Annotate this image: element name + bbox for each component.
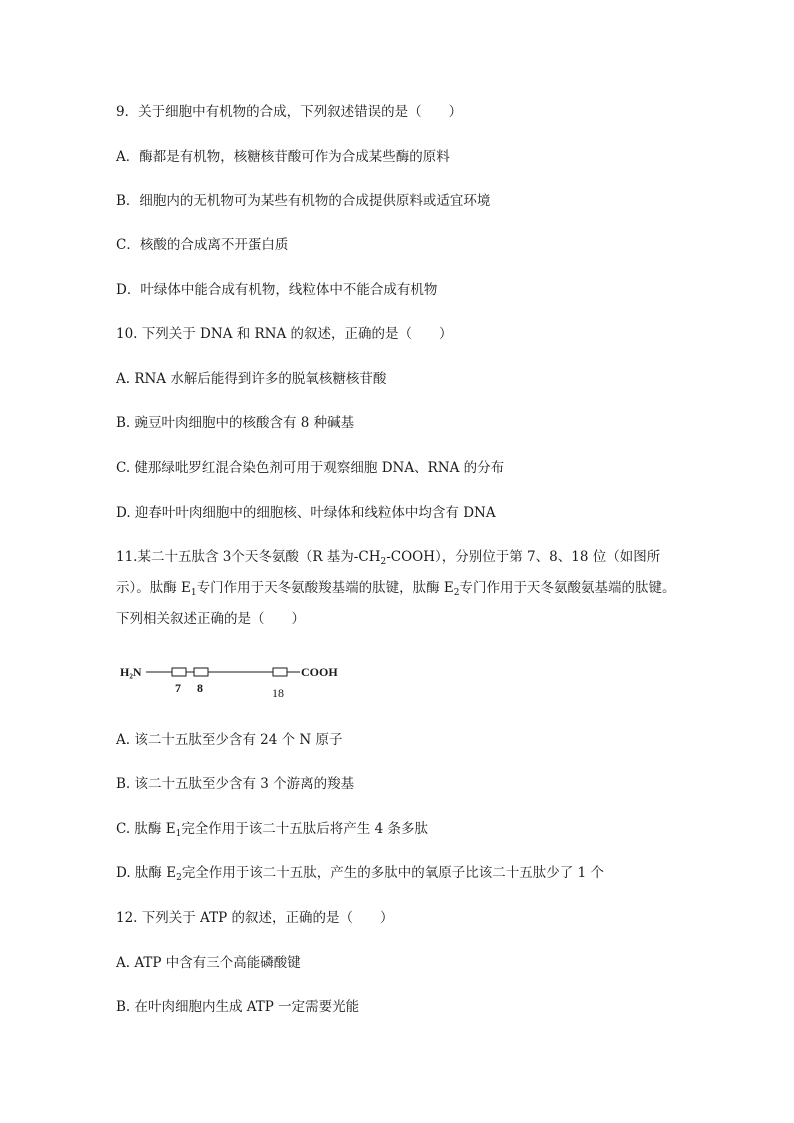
- q11-stem-part2: -COOH），分别位于第 7、8、18 位（如图所示）。肽酶 E: [116, 549, 661, 596]
- q11-option-c-part1: C. 肽酶 E: [116, 821, 176, 837]
- q11-stem: [116, 542, 686, 635]
- q11-option-c-part2: 完全作用于该二十五肽后将产生 4 条多肽: [181, 821, 428, 837]
- q11-stem-sub1: 2: [380, 557, 387, 567]
- q12-option-a: A. ATP 中含有三个高能磷酸键: [116, 955, 301, 971]
- q11-stem-sub2: 1: [190, 588, 197, 598]
- q9-option-d: D．叶绿体中能合成有机物，线粒体中不能合成有机物: [116, 282, 438, 298]
- q11-stem-part1: 11.某二十五肽含 3个天冬氨酸（R 基为-CH: [116, 549, 381, 565]
- q9-stem: 9．关于细胞中有机物的合成，下列叙述错误的是（ ）: [116, 104, 463, 120]
- q9-option-b: B．细胞内的无机物可为某些有机物的合成提供原料或适宜环境: [116, 193, 491, 209]
- q12-option-b: B. 在叶肉细胞内生成 ATP 一定需要光能: [116, 999, 360, 1015]
- q11-option-d-sub: 2: [176, 873, 182, 883]
- q11-option-d: [116, 863, 604, 883]
- q11-stem-part4: 专门作用于天冬氨酸氨基端的肽键。下列相关叙述正确的是（ ）: [116, 580, 676, 627]
- residue-8: [194, 668, 208, 676]
- q12-stem: 12. 下列关于 ATP 的叙述，正确的是（ ）: [116, 910, 394, 926]
- residue-7: [172, 668, 186, 676]
- diagram-c-terminus: COOH: [301, 665, 338, 679]
- q11-stem-sub3: 2: [453, 588, 460, 598]
- q11-stem-part3: 专门作用于天冬氨酸羧基端的肽键，肽酶 E: [196, 580, 454, 596]
- q11-option-d-part1: D. 肽酶 E: [116, 865, 177, 881]
- q11-option-a: A. 该二十五肽至少含有 24 个 N 原子: [116, 732, 343, 748]
- q9-option-a: A．酶都是有机物，核糖核苷酸可作为合成某些酶的原料: [116, 149, 450, 165]
- diagram-n-terminus: H₂N: [120, 665, 142, 679]
- peptide-diagram: [116, 660, 356, 700]
- label-7: 7: [175, 681, 181, 695]
- q10-option-c: C. 健那绿吡罗红混合染色剂可用于观察细胞 DNA、RNA 的分布: [116, 460, 505, 476]
- q11-option-c-sub: 1: [175, 829, 182, 839]
- q10-option-a: A. RNA 水解后能得到许多的脱氧核糖核苷酸: [116, 371, 387, 387]
- q10-option-d: D. 迎春叶叶肉细胞中的细胞核、叶绿体和线粒体中均含有 DNA: [116, 505, 496, 521]
- label-18: 18: [272, 686, 284, 700]
- q11-option-c: [116, 819, 428, 839]
- q9-option-c: C．核酸的合成离不开蛋白质: [116, 237, 289, 253]
- q10-stem: 10. 下列关于 DNA 和 RNA 的叙述，正确的是（ ）: [116, 326, 453, 342]
- q10-option-b: B. 豌豆叶肉细胞中的核酸含有 8 种碱基: [116, 415, 355, 431]
- residue-18: [273, 668, 287, 676]
- q11-option-b: B. 该二十五肽至少含有 3 个游离的羧基: [116, 776, 355, 792]
- label-8: 8: [197, 681, 203, 695]
- q11-option-d-part2: 完全作用于该二十五肽，产生的多肽中的氧原子比该二十五肽少了 1 个: [181, 865, 604, 881]
